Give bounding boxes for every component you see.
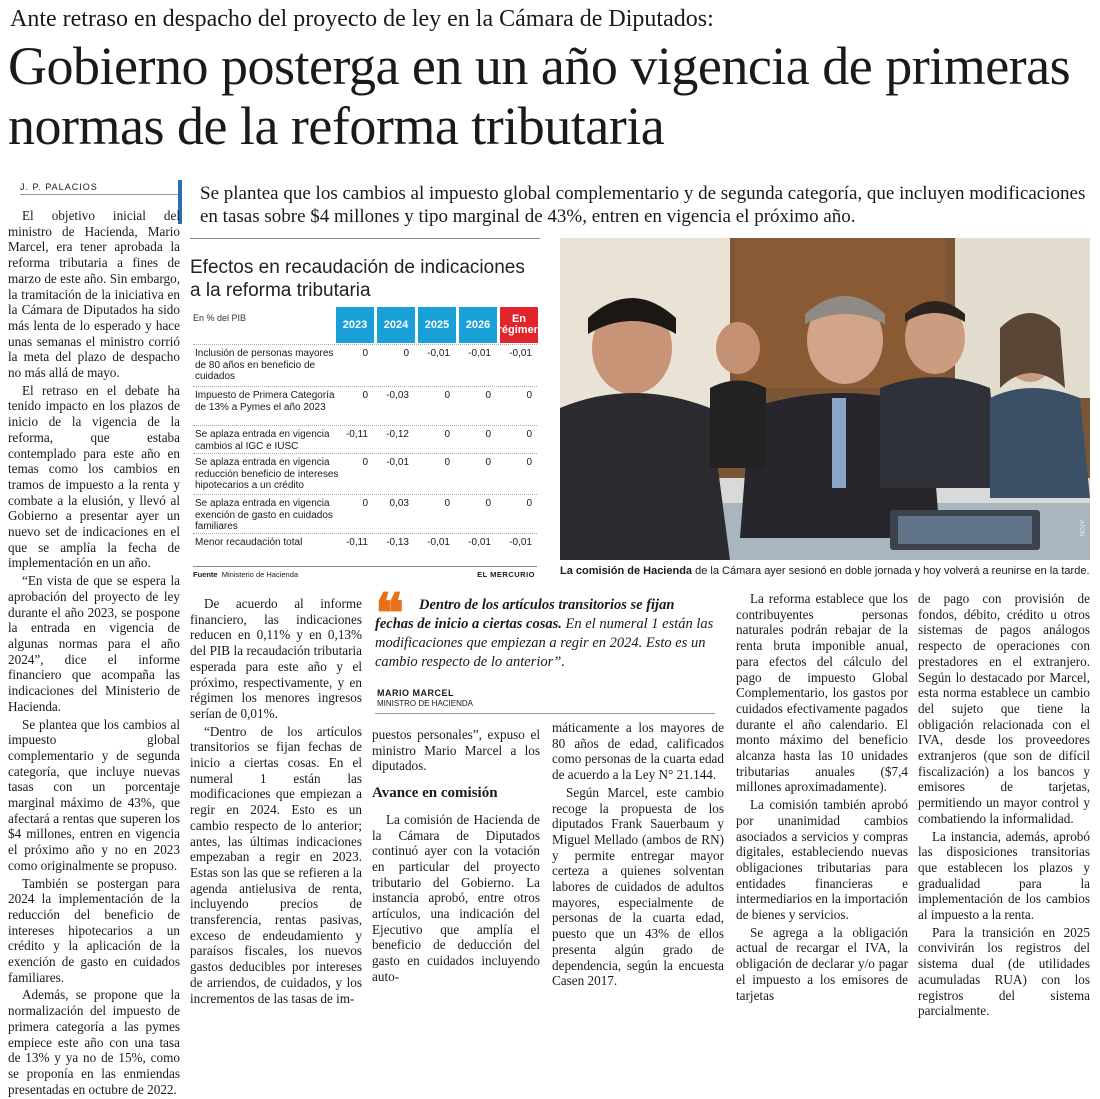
table-row [193,494,537,534]
row-value: -0,03 [386,390,409,401]
row-value: 0,03 [389,498,409,509]
paragraph: El retraso en el debate ha tenido impacto en los plazos de inicio de la vigencia de la reforma, que estaba contemplado para este año en temas como los cambios en tramos de impuesto a la renta y combate a la elusión, y llevó al Gobierno a presentar ayer un nuevo set de indicaciones en el que se amplía la fecha de implementación en un año. [8,382,180,571]
row-value: -0,12 [386,429,409,440]
row-value: -0,01 [468,348,491,359]
outlet-name: EL MERCURIO [477,570,535,579]
paragraph: De acuerdo al informe financiero, las indicaciones reducen en 0,11% y en 0,13% del PIB la recaudación tributaria esperada para este año y el próximo, respectivamente, y en régimen los menores ingresos serían de 0,01%. [190,596,362,721]
table-source [193,566,537,579]
paragraph: Además, se propone que la normalización del impuesto de primera categoría a las pymes empiece este año con una tasa de 13% y ya no de 15%, como se proponía en las enmiendas presentadas en octubre de 2022. [8,987,180,1097]
quote-author: MARIO MARCEL [377,688,454,698]
row-value: 0 [485,457,491,468]
paragraph: de pago con provisión de fondos, débito, crédito u otros sistemas de pagos análogos respecto de operaciones con prestadores en el extranjero. Según lo destacado por Marcel, esta norma establece un cambio del sujeto que tiene la obligación relacionada con el IVA, desde los proveedores extranjeros (que son de difícil fiscalización) a los bancos y emisores de tarjetas, permitiendo un mayor control y combatiendo la informalidad. [918,591,1090,826]
row-value: 0 [444,498,450,509]
row-value: 0 [526,498,532,509]
row-value: -0,11 [345,537,368,548]
row-value: 0 [362,498,368,509]
headline: Gobierno posterga en un año vigencia de primeras normas de la reforma tributaria [8,36,1071,156]
column-6 [918,591,1090,1021]
photo-credit: ATON [1078,520,1084,537]
row-label: Se aplaza entrada en vigencia reducción beneficio de intereses hipotecarios a un crédito [195,457,339,491]
column-3 [372,727,540,987]
row-value: 0 [485,498,491,509]
table-unit: En % del PIB [193,313,247,323]
year-header: 2024 [377,307,415,343]
year-header: 2025 [418,307,456,343]
paragraph: La comisión de Hacienda de la Cámara de Diputados continuó ayer con la votación en particular del proyecto tributario del Gobierno. La instancia aprobó, entre otros artículos, una indicación del Ejecutivo que amplía el beneficio de deducción del gasto en cuidados incluyendo auto- [372,811,540,984]
table-row [193,425,537,454]
year-header: 2023 [336,307,374,343]
paragraph: El objetivo inicial del ministro de Hacienda, Mario Marcel, era tener aprobada la reforma tributaria a fines de marzo de este año. Sin embargo, la tramitación de la iniciativa en la Cámara de Diputados ha sido más lenta de lo esperado y hace unas semanas el ministro corrió la meta del plazo de despacho no más allá de mayo. [8,208,180,381]
row-label: Se aplaza entrada en vigencia exención de gasto en cuidados familiares [195,498,333,532]
table-title: Efectos en recaudación de indicaciones a la reforma tributaria [190,257,525,301]
column-1 [8,208,180,1099]
byline: J. P. PALACIOS [20,182,180,195]
quote-mark-icon: ❝ [375,581,405,645]
quote-rest: En el numeral 1 están las modificaciones que empiezan a regir en 2024. Esto es un cambio respecto de lo anterior”. [375,616,714,670]
source-label: Fuente [193,570,218,579]
section-subtitle: Avance en comisión [372,785,498,802]
source-text: Ministerio de Hacienda [221,570,299,579]
paragraph: máticamente a los mayores de 80 años de edad, calificados como personas de la cuarta edad de acuerdo a la Ley N° 21.144. [552,720,724,783]
row-label: Se aplaza entrada en vigencia cambios al IGC e IUSC [195,429,330,452]
photo-caption [560,564,1090,578]
paragraph: También se postergan para 2024 la implementación de la reducción del beneficio de intereses hipotecarios a un crédito y la aplicación de la exención de gasto en cuidados familiares. [8,875,180,985]
row-value: 0 [444,390,450,401]
row-value: 0 [444,429,450,440]
row-label: Impuesto de Primera Categoría de 13% a Pymes el año 2023 [195,390,335,413]
row-value: -0,11 [345,429,368,440]
paragraph: Se plantea que los cambios al impuesto global complementario y de segunda categoría, que incluye nuevas tasas con un porcentaje marginal máximo de 43%, que afectará a rentas que superen los $4 millones, entren en vigencia el próximo año y no en 2023 como originalmente se propuso. [8,716,180,873]
row-value: -0,01 [509,348,532,359]
quote-author-role: MINISTRO DE HACIENDA [377,699,474,708]
subhead: Se plantea que los cambios al impuesto global complementario y de segunda categoría, que incluyen modificaciones en tasas sobre $4 millones y tipo marginal de 43%, entren en vigencia el próximo año. [200,183,1086,227]
quote-text [375,596,715,672]
year-header: 2026 [459,307,497,343]
caption-text: de la Cámara ayer sesionó en doble jornada y hoy volverá a reunirse en la tarde. [692,565,1090,577]
table-row [193,344,537,387]
row-value: 0 [362,348,368,359]
paragraph: “Dentro de los artículos transitorios se fijan fechas de inicio a ciertas cosas. En el numeral 1 están las modificaciones que empiezan a regir en 2024. Esto es un cambio respecto de lo anterior; antes, las últimas indicaciones empezaban a regir en 2023. Estas son las que se refieren a la agenda antielusiva de renta, incluyendo precios de transferencia, rentas pasivas, exceso de endeudamiento y paraísos fiscales, los nuevos gastos deducibles por intereses de arriendos, de cuidados, y los incrementos de las tasas de im- [190,723,362,1006]
column-5 [736,591,908,1005]
paragraph: Se agrega a la obligación actual de recargar el IVA, la obligación de declarar y/o pagar el impuesto a los emisores de tarjetas [736,924,908,1003]
row-value: -0,01 [427,537,450,548]
quote-bold: Dentro de los artículos transitorios se fijan fechas de inicio a ciertas cosas. [375,597,675,632]
row-value: 0 [485,429,491,440]
row-value: -0,01 [468,537,491,548]
news-photo [560,238,1090,560]
table-row [193,453,537,495]
row-value: 0 [526,390,532,401]
caption-bold: La comisión de Hacienda [560,565,693,577]
row-value: -0,01 [427,348,450,359]
row-value: 0 [362,390,368,401]
paragraph: “En vista de que se espera la aprobación del proyecto de ley durante el año 2023, se pospone la entrada en vigencia de algunas normas para el año 2024”, dice el informe financiero que acompaña las indicaciones del Ministerio de Hacienda. [8,573,180,714]
paragraph: La comisión también aprobó por unanimidad cambios asociados a servicios y compras digitales, estableciendo nuevas obligaciones tributarias para entidades financieras e intermediarios en la importación de bienes y servicios. [736,797,908,923]
row-label: Menor recaudación total [195,537,303,548]
photo-illustration [560,238,1090,560]
row-value: -0,01 [509,537,532,548]
paragraph: La instancia, además, aprobó las disposiciones transitorias que establecen los plazos y gradualidad para la implementación de los cambios al impuesto a la renta. [918,828,1090,923]
row-value: -0,01 [386,457,409,468]
paragraph: La reforma establece que los contribuyentes personas naturales podrán rebajar de la renta bruta imponible anual, para efectos del cálculo del pago de impuesto Global Complementario, los gastos por cuidados efectivamente pagados durante el año calendario. El monto máximo del beneficio alcanza hasta las 10 unidades tributarias anuales ($7,4 millones aproximadamente). [736,591,908,795]
paragraph: puestos personales”, expuso el ministro Mario Marcel a los diputados. [372,727,540,774]
row-value: 0 [403,348,409,359]
paragraph: Para la transición en 2025 convivirán los registros del sistema dual (de utilidades acumuladas RUA) con los registros del sistema parcialmente. [918,924,1090,1019]
row-value: 0 [526,429,532,440]
quote-rule [375,713,715,714]
regime-header: En régimen [500,307,538,343]
kicker: Ante retraso en despacho del proyecto de ley en la Cámara de Diputados: [10,6,714,32]
row-label: Inclusión de personas mayores de 80 años en beneficio de cuidados [195,348,334,382]
table-row [193,533,537,564]
table-top-rule [190,238,540,239]
row-value: -0,13 [386,537,409,548]
column-4 [552,720,724,991]
column-2 [190,596,362,1008]
row-value: 0 [485,390,491,401]
paragraph: Según Marcel, este cambio recoge la propuesta de los diputados Frank Sauerbaum y Miguel Mellado (ambos de RN) y permite entregar mayor certeza a quienes solventan labores de cuidados de adultos mayores, especialmente de personas de la cuarta edad, puesto que un 43% de ellos presenta algún grado de dependencia, según la encuesta Casen 2017. [552,784,724,989]
row-value: 0 [444,457,450,468]
table-row [193,386,537,426]
row-value: 0 [526,457,532,468]
row-value: 0 [362,457,368,468]
